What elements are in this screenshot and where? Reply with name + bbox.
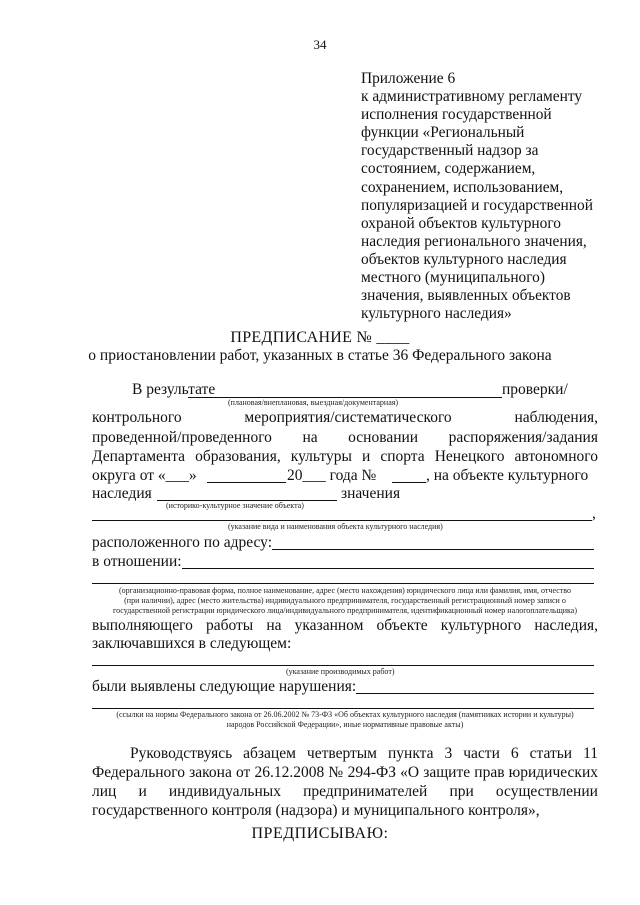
violations-label: были выявлены следующие нарушения:	[92, 678, 357, 695]
document-subtitle: о приостановлении работ, указанных в статье 36 Федерального закона	[88, 347, 552, 364]
word: проведенной/проведенного	[92, 429, 272, 446]
hint-legal-entity-2: (при наличии), адрес (место жительства) индивидуального предпринимателя, государственный регистрационный номер записи о	[124, 596, 566, 605]
para-line-3	[92, 782, 598, 801]
date-label: округа от «___»	[92, 467, 197, 484]
appendix-block	[361, 70, 616, 323]
hint-heritage-object: (указание вида и наименования объекта культурного наследия)	[228, 522, 443, 531]
appendix-line: охраной объектов культурного	[361, 214, 561, 232]
violations-field-2[interactable]	[92, 708, 594, 709]
comma: ,	[592, 505, 596, 522]
heritage-object-field[interactable]	[92, 520, 592, 521]
para-line-1	[92, 744, 598, 763]
word: распоряжения/задания	[448, 429, 598, 446]
appendix-line: культурного наследия»	[361, 305, 512, 323]
appendix-line: сохранением, использованием,	[361, 178, 564, 196]
para-line-4: государственного контроля (надзора) и муниципального контроля»,	[92, 802, 540, 819]
hint-law-refs-2: народов Российской Федерации», иные нормативные правовые акты)	[226, 720, 464, 729]
significance-label: значения	[341, 485, 401, 502]
address-label: расположенного по адресу:	[92, 534, 272, 551]
appendix-line: значения, выявленных объектов	[361, 287, 571, 305]
works-field[interactable]	[92, 665, 594, 666]
year-number-label: 20___ года №	[287, 467, 377, 484]
word: лиц	[92, 783, 117, 800]
hint-works: (указание производимых работ)	[286, 667, 395, 676]
appendix-line: состоянием, содержанием,	[361, 160, 536, 178]
body-line-11: заключавшихся в следующем:	[92, 635, 292, 652]
word: предпринимателей	[303, 783, 428, 800]
order-heading: ПРЕДПИСЫВАЮ:	[251, 825, 389, 842]
appendix-line: Приложение 6	[361, 70, 456, 87]
word: контрольного	[92, 409, 182, 426]
word: осуществлении	[495, 783, 598, 800]
word: при	[449, 783, 474, 800]
hint-heritage-significance: (историко-культурное значение объекта)	[166, 501, 304, 510]
word: мероприятия/систематического	[244, 409, 452, 426]
result-label: В результате	[132, 381, 216, 398]
appendix-line: государственный надзор за	[361, 142, 539, 160]
violations-field[interactable]	[356, 693, 594, 694]
appendix-line: наследия регионального значения,	[361, 232, 587, 250]
document-title: ПРЕДПИСАНИЕ № ____	[230, 329, 410, 346]
object-label: , на объекте культурного	[426, 467, 589, 484]
regarding-label: в отношении:	[92, 553, 182, 570]
inspection-label: проверки/	[502, 381, 568, 398]
para-text: Руководствуясь абзацем четвертым пункта 3 части 6 статьи 11	[130, 745, 598, 762]
appendix-line: функции «Региональный	[361, 124, 525, 142]
word: наблюдения,	[514, 409, 598, 426]
appendix-line: исполнения государственной	[361, 106, 552, 124]
address-field[interactable]	[272, 549, 594, 550]
body-line-3	[92, 428, 598, 447]
hint-legal-entity-1: (организационно-правовая форма, полное наименование, адрес (место нахождения) юридического лица или фамилия, имя, отчество	[119, 586, 571, 595]
para-line-2: Федерального закона от 26.12.2008 № 294-ФЗ «О защите прав юридических	[92, 764, 598, 781]
heritage-label: наследия	[92, 485, 152, 502]
regarding-field[interactable]	[182, 568, 594, 569]
word: на	[302, 429, 318, 446]
word: основании	[348, 429, 419, 446]
appendix-line: к административному регламенту	[361, 88, 583, 106]
word: индивидуальных	[168, 783, 281, 800]
hint-law-refs-1: (ссылки на нормы Федерального закона от 26.06.2002 № 73-ФЗ «Об объектах культурного наследия (памятниках истории и культуры)	[116, 710, 574, 719]
regarding-field-2[interactable]	[92, 583, 594, 584]
appendix-line: популяризацией и государственной	[361, 196, 593, 214]
date-month-field[interactable]	[207, 482, 286, 483]
body-line-2	[92, 408, 598, 427]
hint-inspection-type: (плановая/внеплановая, выездная/документарная)	[228, 398, 399, 407]
hint-legal-entity-3: государственной регистрации юридического лица/индивидуального предпринимателя, идентификационный номер налогоплательщика)	[112, 606, 577, 615]
page-number: 34	[313, 37, 327, 52]
word: и	[138, 783, 147, 800]
body-line-10: выполняющего работы на указанном объекте культурного наследия,	[92, 617, 598, 634]
appendix-line: местного (муниципального)	[361, 269, 546, 287]
appendix-line: объектов культурного наследия	[361, 250, 567, 268]
body-line-4: Департамента образования, культуры и спорта Ненецкого автономного	[92, 448, 598, 465]
order-number-field[interactable]	[392, 482, 426, 483]
